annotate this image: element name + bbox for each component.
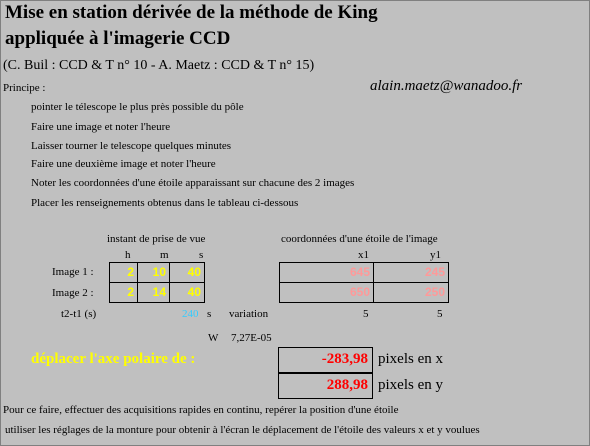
image-2-y-cell[interactable]: 250	[373, 282, 449, 303]
result-y-unit: pixels en y	[378, 377, 443, 393]
image-1-minutes-cell[interactable]: 10	[137, 262, 170, 283]
time-header: instant de prise de vue	[107, 233, 206, 245]
image-1-seconds-cell[interactable]: 40	[169, 262, 205, 283]
result-x-value: -283,98	[278, 347, 373, 373]
delta-label: t2-t1 (s)	[61, 308, 97, 320]
col-y1-header: y1	[430, 249, 441, 261]
col-h-header: h	[125, 249, 131, 261]
w-label: W	[208, 332, 219, 344]
step-6: Placer les renseignements obtenus dans le tableau ci-dessous	[31, 197, 299, 209]
image-2-minutes-cell[interactable]: 14	[137, 282, 170, 303]
title-line-2: appliquée à l'imagerie CCD	[5, 28, 231, 49]
delta-unit: s	[207, 308, 212, 320]
step-2: Faire une image et noter l'heure	[31, 121, 171, 133]
col-s-header: s	[199, 249, 204, 261]
step-3: Laisser tourner le telescope quelques minutes	[31, 140, 232, 152]
step-5: Noter les coordonnées d'une étoile apparaissant sur chacune des 2 images	[31, 177, 355, 189]
variation-x: 5	[363, 308, 369, 320]
image-2-x-cell[interactable]: 650	[279, 282, 374, 303]
result-label: déplacer l'axe polaire de :	[31, 351, 196, 367]
image-1-label: Image 1 :	[52, 266, 94, 278]
col-m-header: m	[160, 249, 169, 261]
image-2-seconds-cell[interactable]: 40	[169, 282, 205, 303]
variation-y: 5	[437, 308, 443, 320]
footer-line-1: Pour ce faire, effectuer des acquisitions rapides en continu, repérer la position d'une étoile	[3, 404, 399, 416]
image-1-x-cell[interactable]: 645	[279, 262, 374, 283]
delta-value: 240	[182, 308, 199, 320]
image-2-hours-cell[interactable]: 2	[109, 282, 138, 303]
coord-header: coordonnées d'une étoile de l'image	[281, 233, 438, 245]
variation-label: variation	[229, 308, 269, 320]
result-y-value: 288,98	[278, 373, 373, 399]
step-4: Faire une deuxième image et noter l'heure	[31, 158, 216, 170]
result-x-unit: pixels en x	[378, 351, 443, 367]
w-value: 7,27E-05	[231, 332, 272, 344]
credit-line: (C. Buil : CCD & T n° 10 - A. Maetz : CCD & T n° 15)	[3, 58, 315, 73]
image-2-label: Image 2 :	[52, 287, 94, 299]
col-x1-header: x1	[358, 249, 369, 261]
step-1: pointer le télescope le plus près possible du pôle	[31, 101, 244, 113]
image-1-hours-cell[interactable]: 2	[109, 262, 138, 283]
footer-line-2: utiliser les réglages de la monture pour obtenir à l'écran le déplacement de l'étoile des valeurs x et y voulues	[5, 424, 480, 436]
title-line-1: Mise en station dérivée de la méthode de King	[5, 2, 378, 23]
image-1-y-cell[interactable]: 245	[373, 262, 449, 283]
principe-label: Principe :	[3, 82, 46, 94]
author-email[interactable]: alain.maetz@wanadoo.fr	[370, 78, 523, 94]
